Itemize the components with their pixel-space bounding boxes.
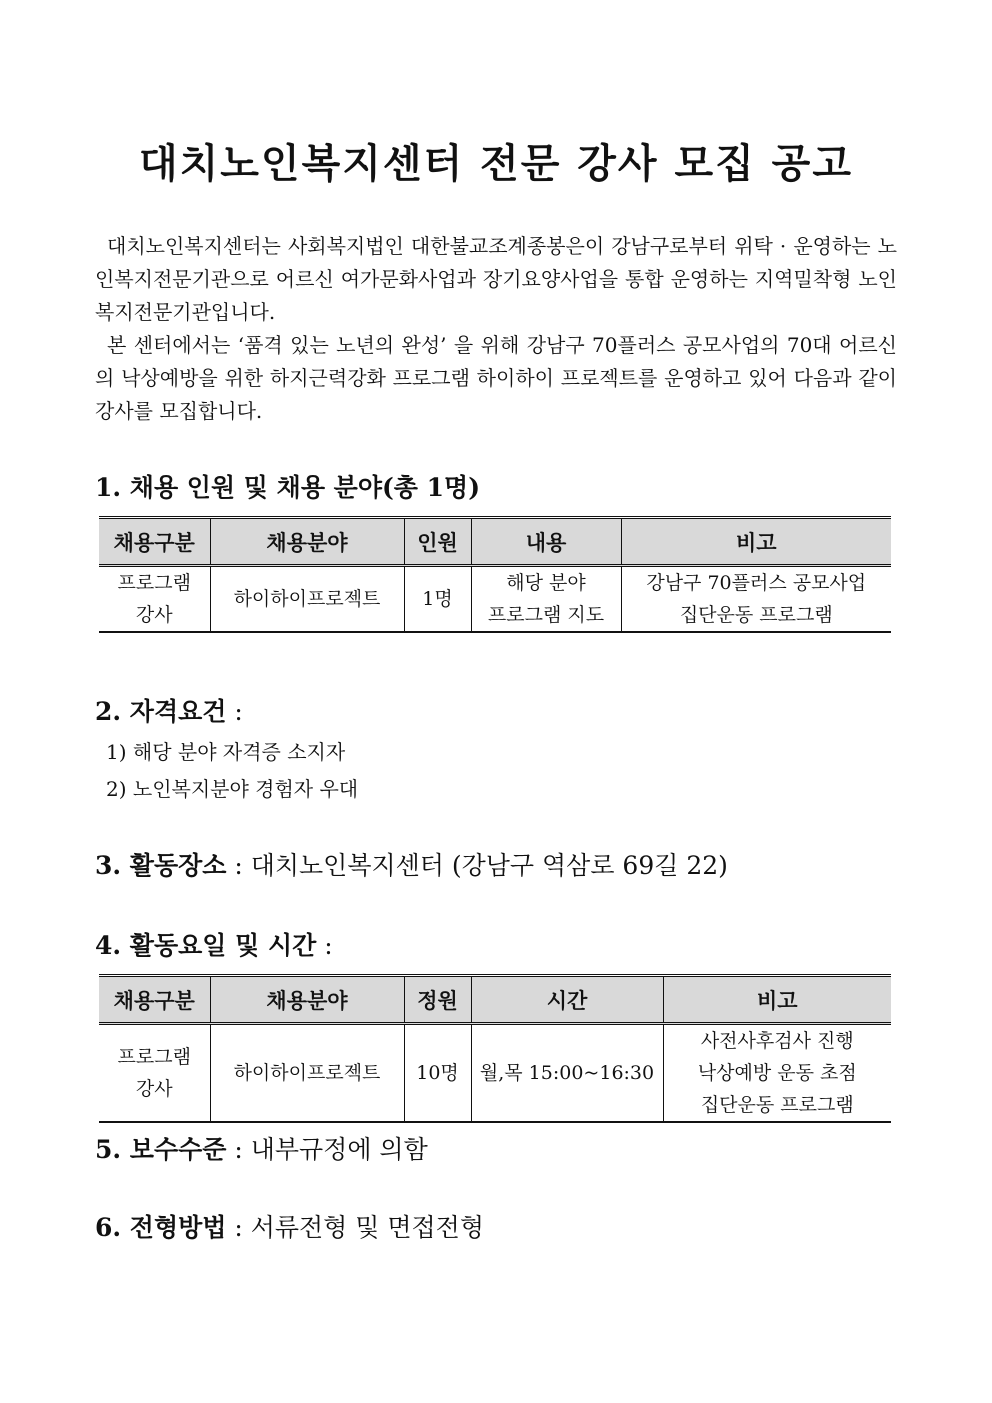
qualification-list [106,734,358,808]
header-cell: 채용분야 [210,976,404,1024]
header-cell: 채용분야 [210,518,404,566]
time-cell: 월,목 15:00~16:30 [471,1024,663,1123]
intro-text [95,230,897,428]
count-cell: 1명 [404,566,471,633]
category-cell: 프로그램 강사 [99,1024,210,1123]
section-6-heading: 6. 전형방법 : 서류전형 및 면접전형 [95,1213,484,1242]
header-cell: 시간 [471,976,663,1024]
page-title: 대치노인복지센터 전문 강사 모집 공고 [139,141,853,187]
header-cell: 정원 [404,976,471,1024]
recruitment-table [99,516,891,633]
header-cell: 비고 [621,518,891,566]
category-cell: 프로그램 강사 [99,566,210,633]
header-cell: 채용구분 [99,518,210,566]
section-2-heading: 2. 자격요건 : [95,697,243,726]
intro-paragraph-2: 본 센터에서는 ‘품격 있는 노년의 완성’ 을 위해 강남구 70플러스 공모사업의 70대 어르신의 낙상예방을 위한 하지근력강화 프로그램 하이하이 프로젝트를 운영하고 있어 다음과 같이 강사를 모집합니다. [95,333,897,423]
section-5-heading: 5. 보수수준 : 내부규정에 의함 [95,1135,428,1164]
intro-paragraph-1: 대치노인복지센터는 사회복지법인 대한불교조계종봉은이 강남구로부터 위탁 · 운영하는 노인복지전문기관으로 어르신 여가문화사업과 장기요양사업을 통합 운영하는 지역밀착형 노인복지전문기관입니다. [95,234,897,324]
header-cell: 채용구분 [99,976,210,1024]
table-header-row [99,976,891,1024]
field-cell: 하이하이프로젝트 [210,1024,404,1123]
header-cell: 인원 [404,518,471,566]
header-cell: 내용 [471,518,621,566]
header-cell: 비고 [663,976,891,1024]
content-cell: 해당 분야 프로그램 지도 [471,566,621,633]
count-cell: 10명 [404,1024,471,1123]
section-3-heading: 3. 활동장소 : 대치노인복지센터 (강남구 역삼로 69길 22) [95,851,728,880]
list-item: 1) 해당 분야 자격증 소지자 [106,740,346,764]
section-4-heading: 4. 활동요일 및 시간 : [95,931,333,960]
note-cell: 강남구 70플러스 공모사업 집단운동 프로그램 [621,566,891,633]
note-cell: 사전사후검사 진행 낙상예방 운동 초점 집단운동 프로그램 [663,1024,891,1123]
table-header-row [99,518,891,566]
field-cell: 하이하이프로젝트 [210,566,404,633]
list-item: 2) 노인복지분야 경험자 우대 [106,777,359,801]
table-row [99,1024,891,1123]
table-row [99,566,891,633]
section-1-heading: 1. 채용 인원 및 채용 분야(총 1명) [95,473,481,502]
schedule-table [99,974,891,1123]
